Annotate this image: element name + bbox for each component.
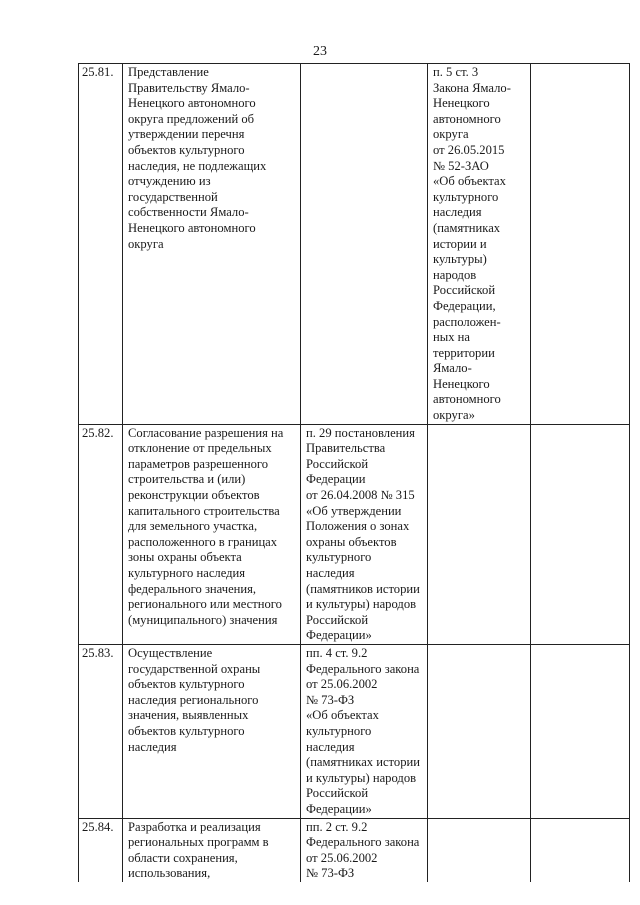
row-number-cell: 25.83. (79, 644, 123, 818)
authority-description-cell: Осуществление государственной охраны объектов культурного наследия регионального значения, выявленных объектов культурного наследия (123, 644, 301, 818)
extra-cell (531, 424, 630, 644)
authority-table (78, 63, 630, 882)
row-number-cell: 25.84. (79, 818, 123, 882)
extra-cell (531, 644, 630, 818)
authority-description-cell: Представление Правительству Ямало- Ненецкого автономного округа предложений об утверждении перечня объектов культурного наследия, не подлежащих отчуждению из государственной собственности Ямало- Ненецкого автономного округа (123, 64, 301, 425)
authority-description-cell: Согласование разрешения на отклонение от предельных параметров разрешенного строительства и (или) реконструкции объектов капитального строительства для земельного участка, расположенного в границах зоны охраны объекта культурного наследия федерального значения, регионального или местного (муниципального) значения (123, 424, 301, 644)
regional-basis-cell (428, 818, 531, 882)
table-row (79, 424, 630, 644)
page-number: 23 (313, 44, 327, 59)
authority-description-cell: Разработка и реализация региональных программ в области сохранения, использования, (123, 818, 301, 882)
row-number-cell: 25.81. (79, 64, 123, 425)
table-row (79, 64, 630, 425)
regional-basis-cell (428, 424, 531, 644)
federal-basis-cell: п. 29 постановления Правительства Российской Федерации от 26.04.2008 № 315 «Об утверждении Положения о зонах охраны объектов культурного наследия (памятников истории и культуры) народов Российской Федерации» (301, 424, 428, 644)
extra-cell (531, 64, 630, 425)
federal-basis-cell: пп. 4 ст. 9.2 Федерального закона от 25.06.2002 № 73-ФЗ «Об объектах культурного наследия (памятниках истории и культуры) народов Российской Федерации» (301, 644, 428, 818)
federal-basis-cell (301, 64, 428, 425)
row-number-cell: 25.82. (79, 424, 123, 644)
regional-basis-cell: п. 5 ст. 3 Закона Ямало- Ненецкого автономного округа от 26.05.2015 № 52-ЗАО «Об объектах культурного наследия (памятниках истории и культуры) народов Российской Федерации, расположен- ных на территории Ямало- Ненецкого автономного округа» (428, 64, 531, 425)
table-row (79, 818, 630, 882)
regional-basis-cell (428, 644, 531, 818)
table-row (79, 644, 630, 818)
federal-basis-cell: пп. 2 ст. 9.2 Федерального закона от 25.06.2002 № 73-ФЗ (301, 818, 428, 882)
extra-cell (531, 818, 630, 882)
